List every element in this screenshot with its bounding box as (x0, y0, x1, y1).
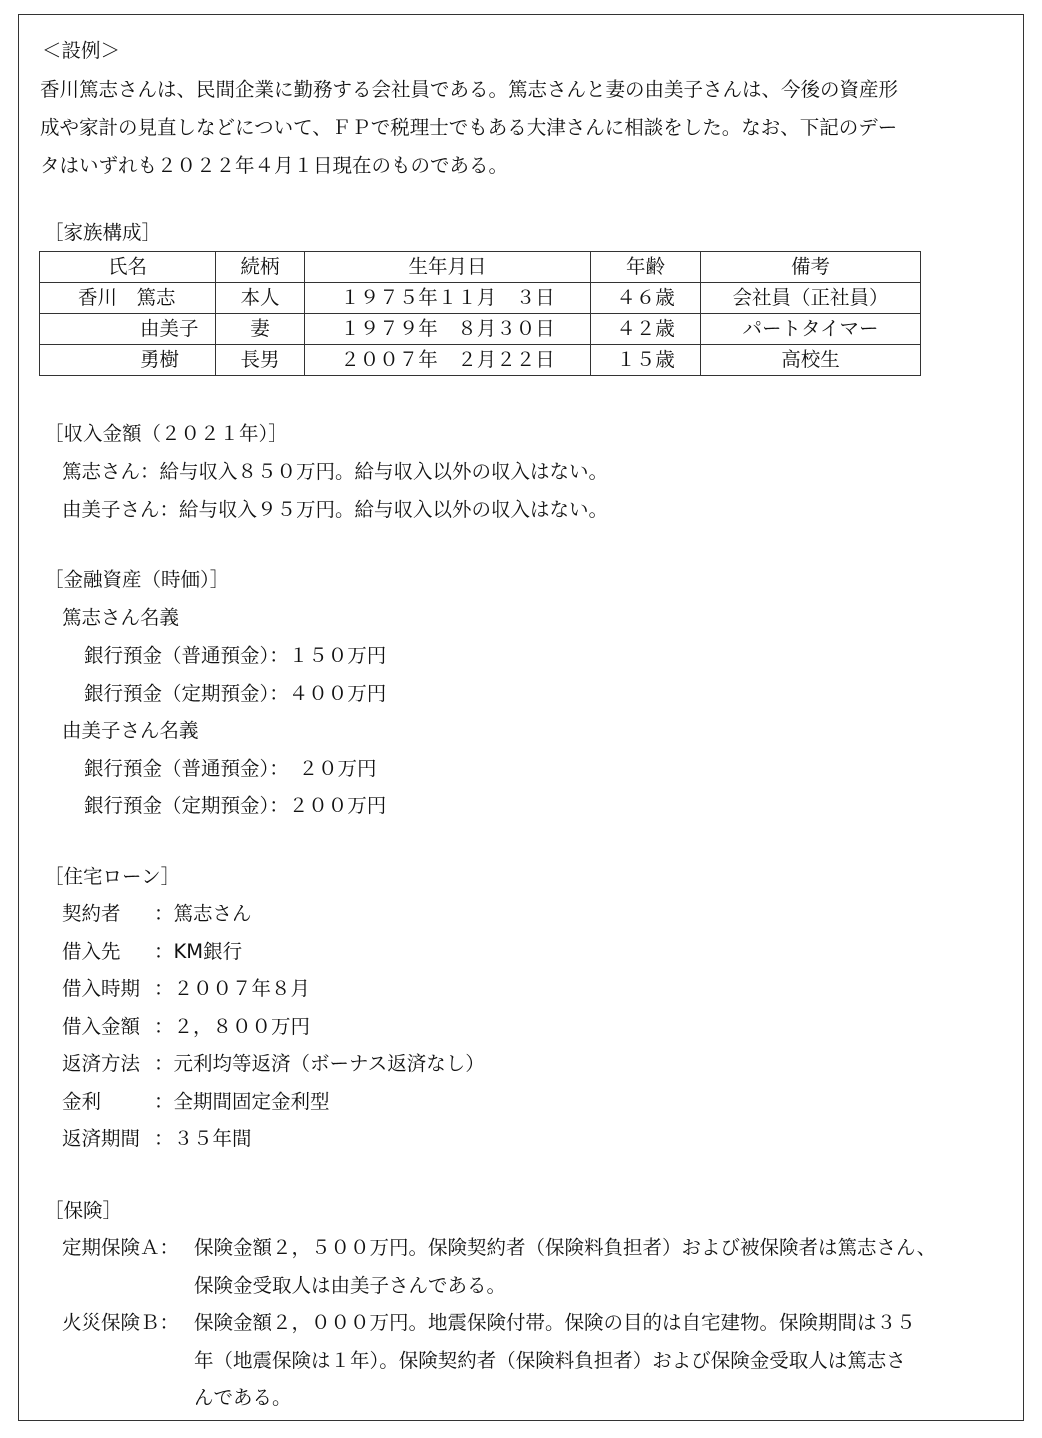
insurance-b-line-3: んである。 (194, 1386, 292, 1409)
family-table (39, 251, 921, 376)
column-header-name: 氏名 (40, 252, 216, 283)
cell-note: 会社員（正社員） (701, 283, 921, 314)
cell-birth: １９７５年１１月 ３日 (305, 283, 591, 314)
cell-birth: １９７９年 ８月３０日 (305, 314, 591, 345)
loan-label: 金利 (62, 1090, 102, 1113)
loan-label: 借入時期 (62, 977, 141, 1000)
insurance-heading: ［保険］ (44, 1199, 123, 1222)
table-row (40, 345, 921, 376)
setting-heading: ＜設例＞ (42, 39, 121, 62)
intro-line-2: 成や家計の見直しなどについて、ＦＰで税理士でもある大津さんに相談をした。なお、下記のデー (40, 116, 898, 139)
intro-line-1: 香川篤志さんは、民間企業に勤務する会社員である。篤志さんと妻の由美子さんは、今後の資産形 (40, 78, 899, 101)
loan-value: ：２，８００万円 (154, 1015, 311, 1038)
income-heading: ［収入金額（２０２１年）］ (44, 422, 288, 445)
insurance-a-line-2: 保険金受取人は由美子さんである。 (194, 1274, 507, 1297)
assets-heading: ［金融資産（時価）］ (44, 568, 230, 591)
cell-note: 高校生 (701, 345, 921, 376)
column-header-note: 備考 (701, 252, 921, 283)
loan-label: 借入先 (62, 940, 121, 963)
cell-name: 勇樹 (40, 345, 216, 376)
asset-item: 銀行預金（普通預金）：１５０万円 (84, 644, 387, 667)
assets-owner-2: 由美子さん名義 (62, 719, 199, 742)
loan-value: ：KM銀行 (154, 940, 243, 963)
loan-value: ：全期間固定金利型 (154, 1090, 330, 1113)
column-header-relation: 続柄 (216, 252, 305, 283)
loan-value: ：３５年間 (154, 1127, 252, 1150)
loan-label: 返済方法 (62, 1052, 141, 1075)
table-row (40, 314, 921, 345)
income-line-2: 由美子さん：給与収入９５万円。給与収入以外の収入はない。 (62, 498, 609, 521)
table-header-row (40, 252, 921, 283)
cell-note: パートタイマー (701, 314, 921, 345)
income-line-1: 篤志さん：給与収入８５０万円。給与収入以外の収入はない。 (62, 460, 609, 483)
cell-name: 由美子 (40, 314, 216, 345)
insurance-b-line-1: 保険金額２，０００万円。地震保険付帯。保険の目的は自宅建物。保険期間は３５ (194, 1311, 916, 1334)
insurance-a-line-1: 保険金額２，５００万円。保険契約者（保険料負担者）および被保険者は篤志さん、 (194, 1236, 937, 1259)
insurance-a-label: 定期保険Ａ： (62, 1236, 180, 1259)
cell-age: ４２歳 (591, 314, 701, 345)
cell-relation: 本人 (216, 283, 305, 314)
cell-age: １５歳 (591, 345, 701, 376)
loan-label: 契約者 (62, 902, 121, 925)
assets-owner-1: 篤志さん名義 (62, 606, 180, 629)
insurance-b-line-2: 年（地震保険は１年）。保険契約者（保険料負担者）および保険金受取人は篤志さ (194, 1349, 906, 1372)
cell-relation: 妻 (216, 314, 305, 345)
loan-value: ：篤志さん (154, 902, 252, 925)
cell-relation: 長男 (216, 345, 305, 376)
intro-line-3: タはいずれも２０２２年４月１日現在のものである。 (40, 154, 509, 177)
cell-name: 香川 篤志 (40, 283, 216, 314)
loan-heading: ［住宅ローン］ (44, 865, 181, 888)
asset-item: 銀行預金（普通預金）： ２０万円 (84, 757, 377, 780)
cell-age: ４６歳 (591, 283, 701, 314)
column-header-birth: 生年月日 (305, 252, 591, 283)
column-header-age: 年齢 (591, 252, 701, 283)
loan-label: 借入金額 (62, 1015, 141, 1038)
loan-label: 返済期間 (62, 1127, 141, 1150)
asset-item: 銀行預金（定期預金）：４００万円 (84, 682, 387, 705)
insurance-b-label: 火災保険Ｂ： (62, 1311, 180, 1334)
table-row (40, 283, 921, 314)
loan-value: ：元利均等返済（ボーナス返済なし） (154, 1052, 485, 1075)
loan-value: ：２００７年８月 (154, 977, 311, 1000)
cell-birth: ２００７年 ２月２２日 (305, 345, 591, 376)
asset-item: 銀行預金（定期預金）：２００万円 (84, 794, 387, 817)
family-heading: ［家族構成］ (44, 221, 162, 244)
